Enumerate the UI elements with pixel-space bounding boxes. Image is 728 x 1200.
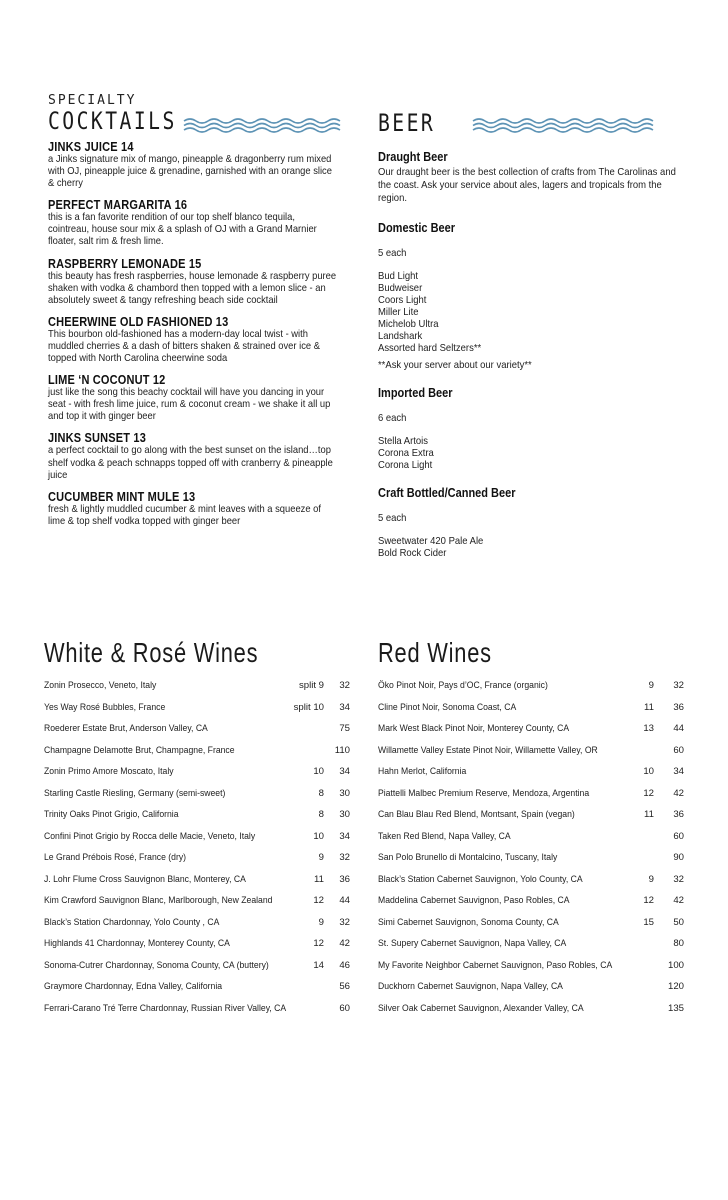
wine-glass-price: 13 [643,723,654,734]
wine-bottle-price: 60 [673,830,684,842]
cocktails-title: COCKTAILS [48,107,177,135]
cocktail-name: CHEERWINE OLD FASHIONED 13 [48,314,229,329]
wave-decoration-icon [471,117,657,133]
wine-bottle-price: 36 [673,809,684,820]
wine-bottle-price: 42 [673,895,684,906]
wine-name: My Favorite Neighbor Cabernet Sauvignon, Paso Robles, CA [378,959,613,971]
wine-row [378,702,684,724]
wine-name: J. Lohr Flume Cross Sauvignon Blanc, Monterey, CA [44,873,246,885]
wine-name: Confini Pinot Grigio by Rocca delle Macie, Veneto, Italy [44,830,256,842]
wine-row [44,788,350,810]
wine-bottle-price: 34 [673,766,684,777]
wine-bottle-price: 75 [339,723,350,734]
wine-bottle-price: 44 [339,895,350,906]
wine-row [378,723,684,745]
wine-name: Duckhorn Cabernet Sauvignon, Napa Valley, CA [378,981,563,992]
wine-glass-price: 14 [313,959,324,971]
wine-bottle-price: 50 [673,916,684,928]
wine-name: Kim Crawford Sauvignon Blanc, Marlborough, New Zealand [44,895,273,906]
cocktail-item [48,140,368,190]
draught-beer-heading: Draught Beer [378,150,448,164]
wine-bottle-price: 46 [339,959,350,971]
wine-bottle-price: 120 [667,981,684,992]
wine-glass-price: 12 [313,895,324,906]
wine-row [44,809,350,831]
cocktail-description: just like the song this beachy cocktail will have you dancing in your seat - with fresh lime juice, rum & coconut cream - we shake it all up and top it with ginger beer [48,387,331,423]
cocktail-name: JINKS SUNSET 13 [48,431,147,446]
wine-glass-price: 9 [318,852,324,863]
cocktail-name: CUCUMBER MINT MULE 13 [48,489,196,504]
wine-glass-price: split 10 [293,701,324,713]
wine-glass-price: 11 [644,701,654,713]
cocktail-description: this beauty has fresh raspberries, house lemonade & raspberry puree shaken with vodka & chambord then topped with a lemon slice - an absolutely sweet & tangy refreshing beach side cocktail [48,270,337,306]
wine-glass-price: 15 [643,916,654,928]
cocktail-name: LIME ‘N COCONUT 12 [48,373,166,388]
wine-name: Cline Pinot Noir, Sonoma Coast, CA [378,701,517,713]
cocktail-name: JINKS JUICE 14 [48,140,134,154]
wine-bottle-price: 32 [339,916,350,928]
wine-name: Öko Pinot Noir, Pays d’OC, France (organic) [378,680,548,691]
wine-name: Champagne Delamotte Brut, Champagne, France [44,744,235,756]
wine-row [378,852,684,874]
wine-name: Piattelli Malbec Premium Reserve, Mendoza, Argentina [378,787,590,799]
wine-name: Trinity Oaks Pinot Grigio, California [44,809,179,820]
wine-name: Le Grand Prébois Rosé, France (dry) [44,852,187,863]
cocktail-description: fresh & lightly muddled cucumber & mint leaves with a squeeze of lime & top shelf vodka topped with ginger beer [48,503,321,527]
cocktail-item [48,373,368,423]
white-wines-title: White & Rosé Wines [44,637,259,668]
wine-bottle-price: 30 [339,787,350,799]
wine-row [378,809,684,831]
wine-glass-price: 10 [313,766,324,777]
wine-name: Simi Cabernet Sauvignon, Sonoma County, CA [378,916,559,928]
domestic-beer-note: **Ask your server about our variety** [378,360,532,371]
wine-name: Roederer Estate Brut, Anderson Valley, CA [44,723,208,734]
wine-glass-price: 10 [313,830,324,842]
wine-name: Black’s Station Chardonnay, Yolo County , CA [44,916,220,928]
cocktail-description: This bourbon old-fashioned has a modern-day local twist - with muddled cherries & a dash of bitters shaken & strained over ice & topped with North Carolina cheerwine soda [48,328,320,365]
domestic-beer-heading: Domestic Beer [378,221,456,235]
beer-item: Bold Rock Cider [378,548,447,559]
wine-glass-price: 10 [643,766,654,777]
wine-row [44,981,350,1003]
wine-row [44,766,350,788]
wine-bottle-price: 34 [339,701,350,713]
wine-bottle-price: 110 [334,744,350,756]
wine-name: Graymore Chardonnay, Edna Valley, California [44,981,223,992]
wine-bottle-price: 32 [339,852,350,863]
wine-name: St. Supery Cabernet Sauvignon, Napa Valley, CA [378,938,567,949]
wine-row [378,766,684,788]
beer-item: Coors Light [378,295,427,306]
beer-item: Corona Extra [378,448,434,459]
wine-bottle-price: 56 [339,981,350,992]
wine-row [44,895,350,917]
wine-glass-price: 9 [318,916,324,928]
wine-bottle-price: 60 [339,1002,350,1014]
wine-row [378,745,684,767]
wine-row [44,680,350,702]
wine-row [44,702,350,724]
wine-bottle-price: 32 [339,680,350,691]
cocktail-item [48,257,368,307]
wine-bottle-price: 44 [673,723,684,734]
wine-row [378,981,684,1003]
wine-bottle-price: 80 [673,938,684,949]
wine-row [378,960,684,982]
wine-glass-price: 8 [318,787,324,799]
wine-glass-price: 11 [644,809,654,820]
beer-item: Budweiser [378,283,423,294]
wine-bottle-price: 42 [339,938,350,949]
red-wine-list [378,680,684,1024]
wine-row [378,917,684,939]
cocktail-item [48,490,368,528]
beer-item: Michelob Ultra [378,319,439,330]
wine-row [378,938,684,960]
wine-row [44,852,350,874]
cocktails-title-small: SPECIALTY [48,93,137,108]
wine-name: Sonoma-Cutrer Chardonnay, Sonoma County, CA (buttery) [44,959,269,971]
beer-item: Assorted hard Seltzers** [378,343,482,354]
imported-beer-list [378,436,698,472]
wine-row [44,831,350,853]
white-wine-list [44,680,350,1024]
wine-bottle-price: 30 [339,809,350,820]
beer-item: Stella Artois [378,436,429,447]
wine-bottle-price: 100 [667,959,684,971]
wine-bottle-price: 90 [673,852,684,863]
wine-name: Starling Castle Riesling, Germany (semi-sweet) [44,787,226,799]
cocktail-description: a Jinks signature mix of mango, pineapple & dragonberry rum mixed with OJ, pineapple juice & grenadine, garnished with an orange slice & cherry [48,154,332,190]
imported-beer-heading: Imported Beer [378,386,453,400]
wine-name: Zonin Primo Amore Moscato, Italy [44,766,174,777]
wine-bottle-price: 32 [673,680,684,691]
craft-beer-list [378,536,698,560]
wine-row [378,1003,684,1025]
wine-name: Maddelina Cabernet Sauvignon, Paso Robles, CA [378,895,570,906]
beer-item: Corona Light [378,460,433,471]
wine-bottle-price: 34 [339,830,350,842]
wine-glass-price: 12 [643,787,654,799]
cocktail-description: a perfect cocktail to go along with the best sunset on the island…top shelf vodka & peach schnapps topped off with cranberry & pineapple juice [48,445,333,481]
cocktail-item [48,198,368,248]
wine-bottle-price: 42 [673,787,684,799]
wine-glass-price: 9 [648,873,654,885]
wine-row [44,960,350,982]
wine-bottle-price: 60 [673,744,684,756]
cocktail-description: this is a fan favorite rendition of our top shelf blanco tequila, cointreau, house sour mix & a splash of OJ with a Grand Marnier floater, salt rim & fresh lime. [48,212,317,248]
wine-bottle-price: 32 [673,873,684,885]
wine-name: Can Blau Blau Red Blend, Montsant, Spain (vegan) [378,809,575,820]
wine-glass-price: 12 [643,895,654,906]
cocktail-item [48,315,368,365]
domestic-beer-list [378,271,698,355]
draught-beer-desc: Our draught beer is the best collection of crafts from The Carolinas and the coast. Ask your service about ales, lagers and tropicals from the region. [378,167,676,204]
beer-title: BEER [378,109,436,137]
wine-name: Mark West Black Pinot Noir, Monterey County, CA [378,723,570,734]
wine-glass-price: 8 [318,809,324,820]
wine-name: Willamette Valley Estate Pinot Noir, Willamette Valley, OR [378,744,598,756]
wine-name: Taken Red Blend, Napa Valley, CA [378,830,511,842]
beer-item: Miller Lite [378,307,419,318]
wine-bottle-price: 36 [339,873,350,885]
wine-glass-price: 12 [313,938,324,949]
wine-name: Black’s Station Cabernet Sauvignon, Yolo County, CA [378,873,583,885]
wine-row [44,938,350,960]
beer-item: Bud Light [378,271,419,282]
wine-bottle-price: 36 [673,701,684,713]
wine-name: Silver Oak Cabernet Sauvignon, Alexander Valley, CA [378,1002,584,1014]
wine-name: San Polo Brunello di Montalcino, Tuscany, Italy [378,852,558,863]
cocktails-section [48,94,368,536]
wine-row [378,680,684,702]
domestic-beer-price: 5 each [378,248,407,259]
wine-row [44,1003,350,1025]
wine-row [378,895,684,917]
wine-glass-price: 9 [648,680,654,691]
wave-decoration-icon [182,117,345,133]
wine-bottle-price: 34 [339,766,350,777]
beer-item: Landshark [378,331,423,342]
beer-item: Sweetwater 420 Pale Ale [378,536,484,547]
cocktail-item [48,431,368,481]
wine-row [378,874,684,896]
wine-name: Yes Way Rosé Bubbles, France [44,701,166,713]
imported-beer-price: 6 each [378,413,407,424]
wine-name: Zonin Prosecco, Veneto, Italy [44,680,157,691]
wine-row [378,788,684,810]
wine-bottle-price: 135 [667,1002,684,1014]
wine-name: Ferrari-Carano Tré Terre Chardonnay, Russian River Valley, CA [44,1002,287,1014]
cocktail-name: RASPBERRY LEMONADE 15 [48,256,202,271]
wine-row [44,723,350,745]
cocktail-name: PERFECT MARGARITA 16 [48,198,188,213]
wine-row [378,831,684,853]
wine-glass-price: split 9 [298,680,324,691]
cocktail-list [48,140,368,528]
wine-row [44,917,350,939]
wine-row [44,874,350,896]
wine-row [44,745,350,767]
wine-name: Hahn Merlot, California [378,766,467,777]
red-wines-title: Red Wines [378,637,492,668]
wine-name: Highlands 41 Chardonnay, Monterey County, CA [44,938,230,949]
beer-section [378,110,698,560]
craft-beer-heading: Craft Bottled/Canned Beer [378,486,516,500]
wine-glass-price: 11 [314,873,324,885]
craft-beer-price: 5 each [378,513,407,524]
